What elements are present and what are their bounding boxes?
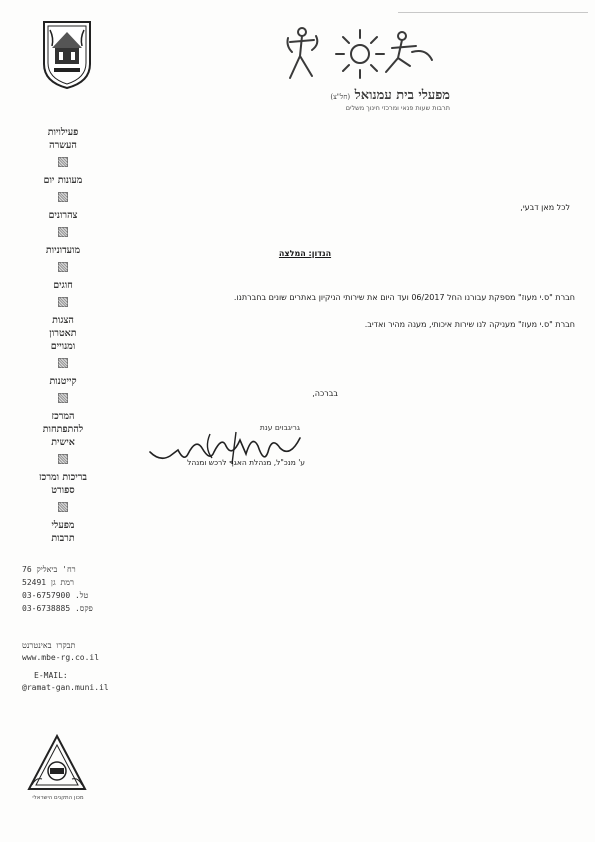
sidebar-bullet-icon	[58, 157, 68, 167]
letter-paragraph-2: חברת "ס.י מעוז" מעניקה לנו שירות איכותי, מענה מהיר ואדיב.	[364, 320, 575, 329]
sidebar-item	[18, 126, 108, 174]
sidebar-item-label: המרכז להתפתחות אישית	[42, 411, 84, 448]
sidebar-item-label: צהרונים	[48, 210, 78, 221]
sidebar-bullet-icon	[58, 454, 68, 464]
sidebar-bullet-icon	[58, 502, 68, 512]
signer-name: גריגבוים ענת	[259, 423, 300, 432]
sidebar-bullet-icon	[58, 227, 68, 237]
organization-tagline: תרבות שעות פנאי ומרכזי חינוך משלים	[345, 104, 450, 112]
sidebar-item-label: מעונות יום	[43, 175, 83, 186]
address-line: רח' ביאליק 76	[22, 565, 76, 574]
web-block	[22, 640, 112, 694]
letter-closing: בברכה,	[312, 389, 338, 398]
sidebar-item-label: פעילויות העשרה	[47, 127, 79, 151]
sidebar-item-label: הצגות תאטרון ומנויים	[49, 315, 77, 352]
signer-title: ע' מנכ"ל, מנהלת האגף לרכש ומנהל	[187, 458, 305, 467]
scan-edge-line	[398, 12, 588, 13]
organization-name-text: מפעלי בית עמנואל	[354, 88, 450, 103]
sidebar-item	[18, 174, 108, 209]
badge-caption: מכון התקנים הישראלי	[32, 795, 84, 801]
services-sidebar	[18, 126, 108, 545]
fax-line: פקס. 03-6738885	[22, 604, 93, 613]
standards-institute-badge-icon	[26, 733, 88, 793]
sidebar-item	[18, 279, 108, 314]
sidebar-item	[18, 519, 108, 545]
contact-block	[22, 563, 112, 615]
sidebar-bullet-icon	[58, 358, 68, 368]
email-link[interactable]: @ramat-gan.muni.il	[22, 683, 109, 692]
sidebar-item	[18, 244, 108, 279]
sidebar-item-label: בריכות ומרכז ספורט	[39, 472, 87, 496]
sidebar-item	[18, 314, 108, 375]
sidebar-bullet-icon	[58, 393, 68, 403]
visit-website-label: תבקרו באינטרנט	[22, 641, 76, 650]
sidebar-item	[18, 471, 108, 519]
sidebar-bullet-icon	[58, 262, 68, 272]
sidebar-item-label: מפעלי תרבות	[51, 520, 75, 544]
sidebar-item	[18, 209, 108, 244]
sidebar-item	[18, 410, 108, 471]
sidebar-item-label: חוגים	[53, 280, 73, 291]
sidebar-item-label: מועדוניות	[45, 245, 81, 256]
organization-name	[330, 87, 450, 103]
municipal-crest-icon	[40, 18, 94, 90]
organization-suffix: (חל"צ)	[330, 93, 351, 101]
sidebar-item-label: קייטנות	[49, 376, 77, 387]
letter-subject: הנדון: המלצה	[278, 249, 332, 258]
letter-greeting: לכל מאן דבעי,	[520, 203, 570, 212]
sidebar-bullet-icon	[58, 297, 68, 307]
website-link[interactable]: www.mbe-rg.co.il	[22, 653, 100, 662]
sidebar-item	[18, 375, 108, 410]
city-line: רמת גן 52491	[22, 578, 74, 587]
phone-line: טל. 03-6757900	[22, 591, 89, 600]
sidebar-bullet-icon	[58, 192, 68, 202]
organization-logo-icon	[282, 22, 442, 92]
email-label: E-MAIL:	[34, 671, 68, 680]
letter-paragraph-1: חברת "ס.י מעוז" מספקת עבורנו החל 06/2017 ועד היום את שירותי הניקיון באתרים שונים בחברתנו.	[233, 293, 575, 302]
